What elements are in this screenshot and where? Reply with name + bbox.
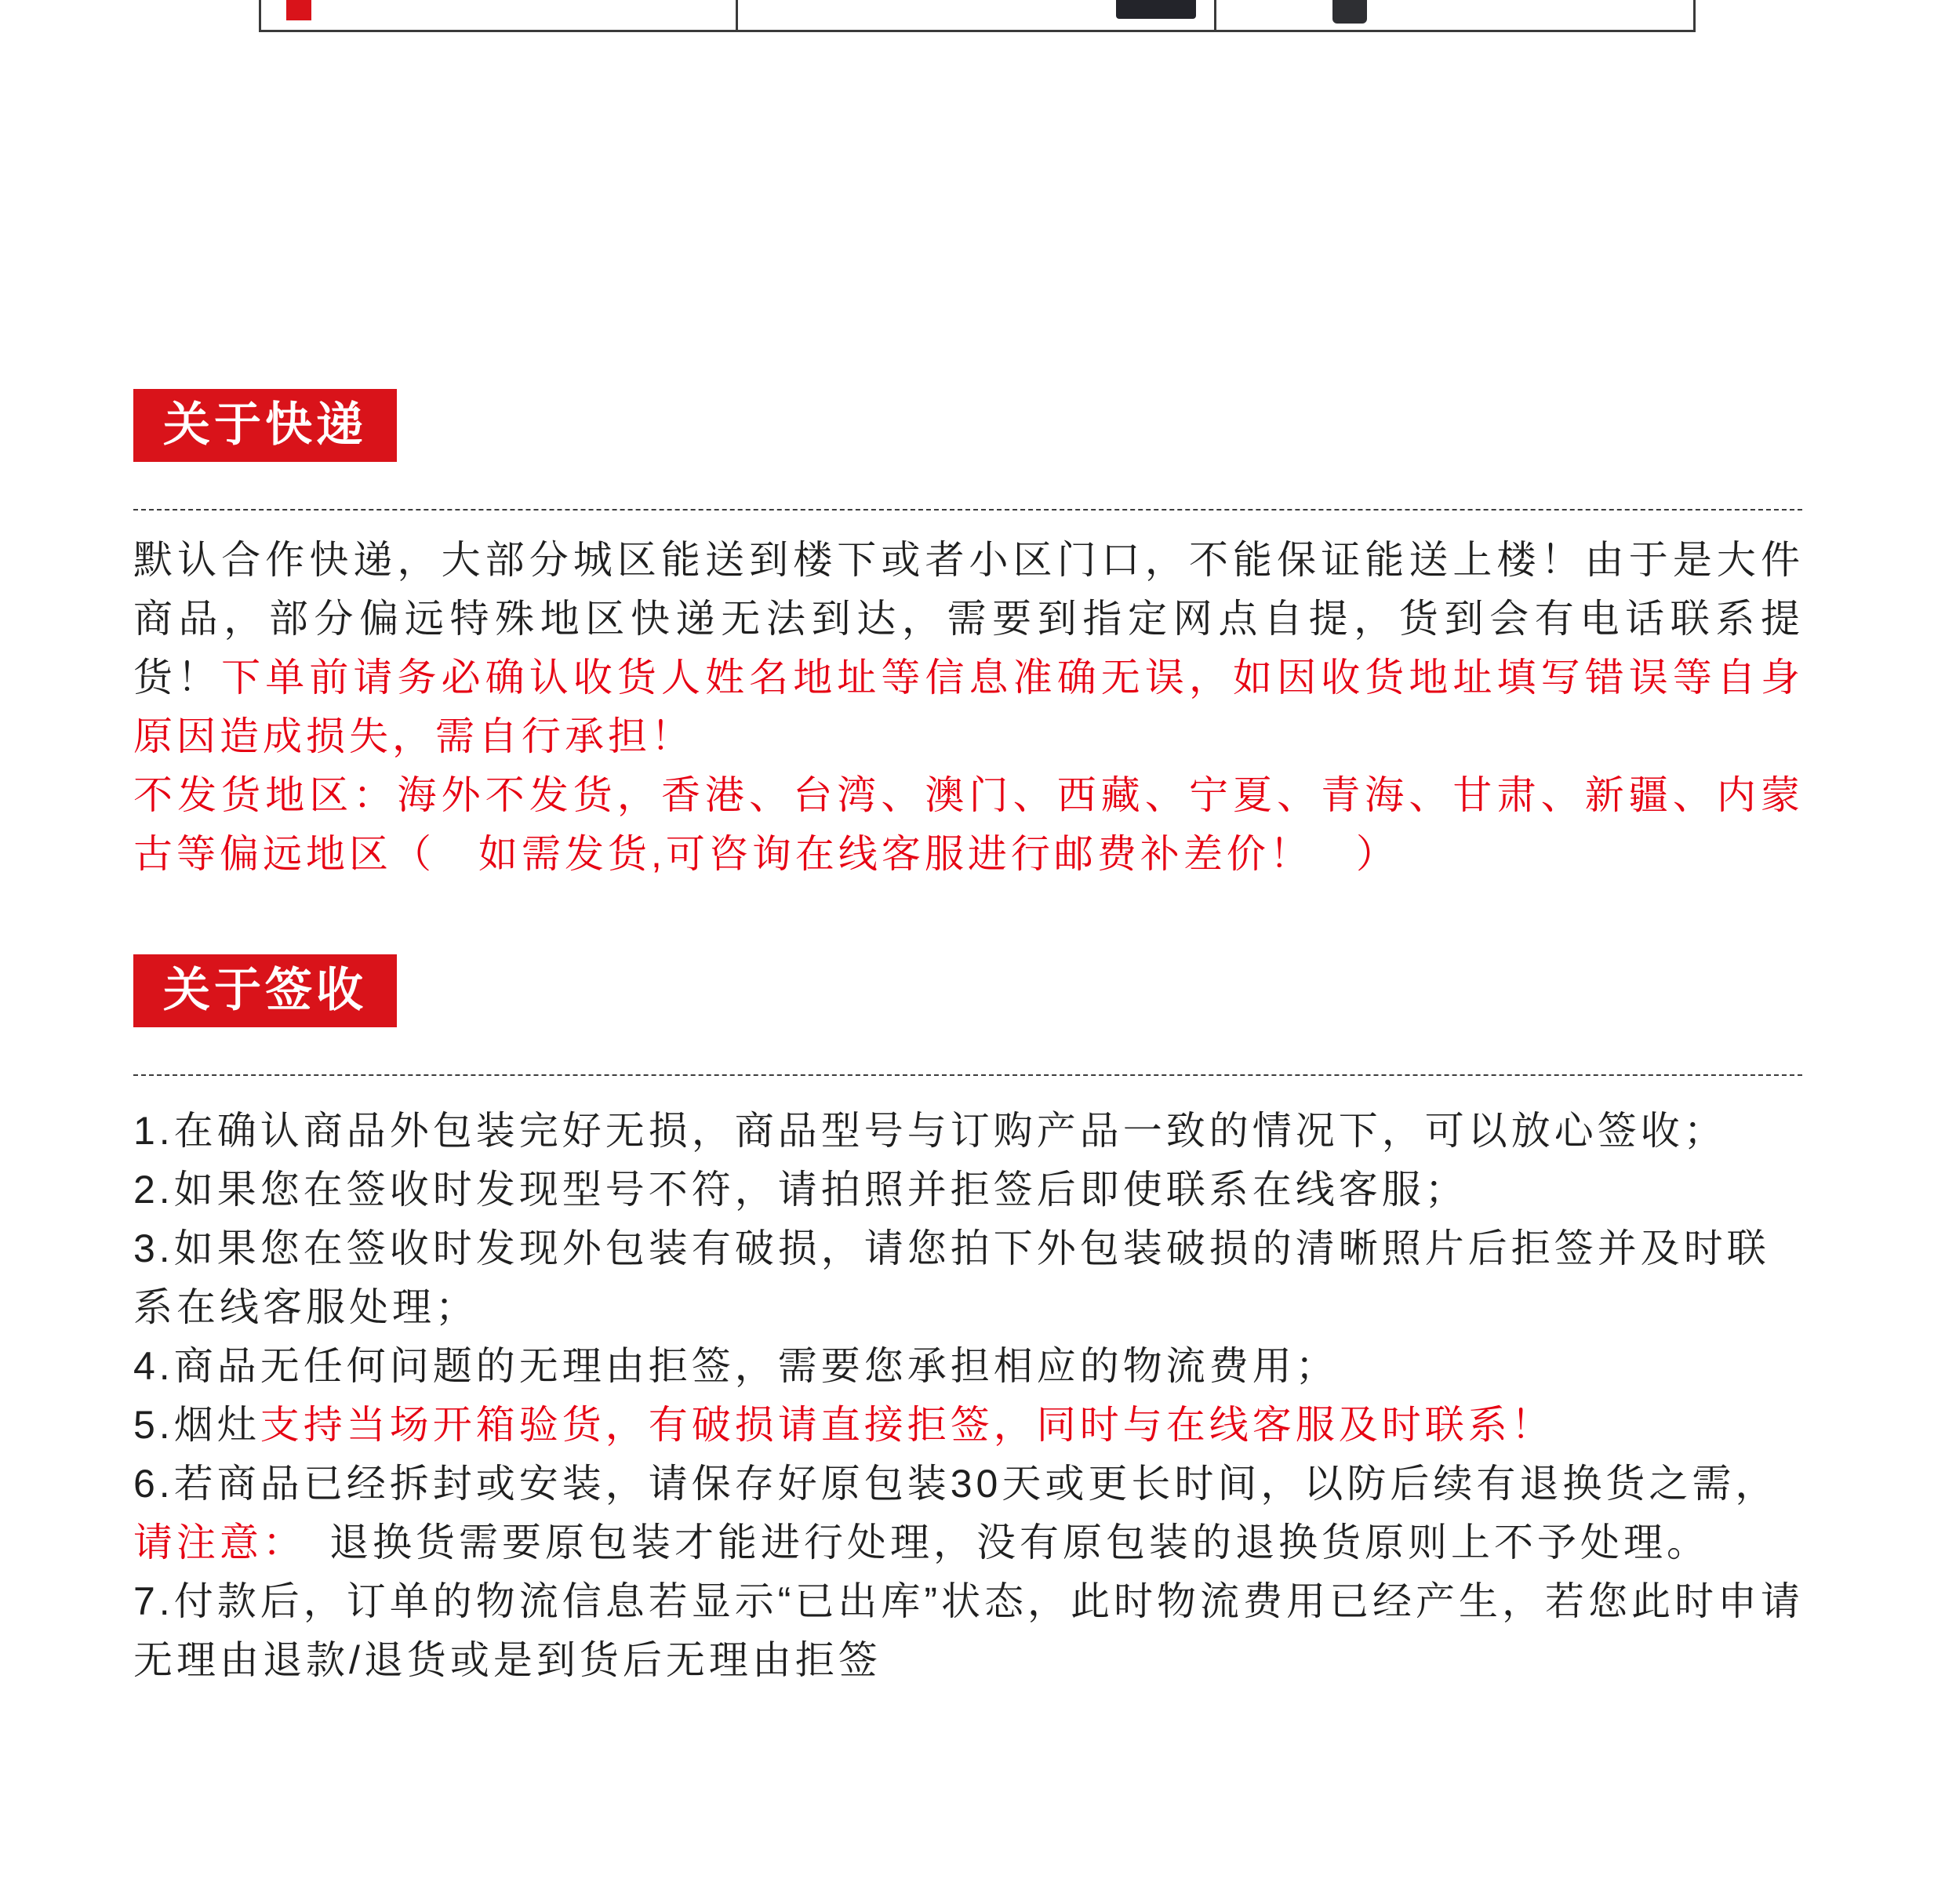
list-item xyxy=(133,1219,1804,1337)
text-segment-black: 4.商品无任何问题的无理由拒签，需要您承担相应的物流费用； xyxy=(133,1344,1339,1388)
section-banner-receiving xyxy=(133,954,397,1027)
text-segment-black: 5.烟灶 xyxy=(133,1403,260,1447)
section-banner-shipping xyxy=(133,389,397,462)
list-item xyxy=(133,1396,1804,1455)
content-column xyxy=(133,32,1804,1690)
cropped-red-mark xyxy=(286,0,311,20)
text-segment-black: 2.如果您在签收时发现型号不符，请拍照并拒签后即使联系在线客服； xyxy=(133,1168,1468,1212)
text-segment-black: 默认合作快递，大部分城区能送到楼下或者小区门口，不能保证能送上楼！由于是大件商品，部分偏远特殊地区快递无法到达，需要到指定网点自提，货到会有电话联系提货！ xyxy=(133,538,1804,699)
cropped-table-cell xyxy=(1216,0,1696,32)
text-segment-red: 不发货地区：海外不发货，香港、台湾、澳门、西藏、宁夏、青海、甘肃、新疆、内蒙古等偏远地区（ 如需发货,可咨询在线客服进行邮费补差价！ ） xyxy=(133,773,1804,876)
list-item xyxy=(133,1161,1804,1219)
dashed-divider xyxy=(133,509,1802,511)
text-segment-red: 请注意： xyxy=(133,1462,1802,1564)
cropped-dark-thumbnail xyxy=(1116,0,1196,19)
text-segment-black: 7.付款后，订单的物流信息若显示“已出库”状态，此时物流费用已经产生，若您此时申请无理由退款/退货或是到货后无理由拒签 xyxy=(133,1579,1804,1682)
section-title-receiving: 关于签收 xyxy=(163,964,367,1016)
text-segment-black: 1.在确认商品外包装完好无损，商品型号与订购产品一致的情况下，可以放心签收； xyxy=(133,1109,1727,1153)
text-segment-red: 下单前请务必确认收货人姓名地址等信息准确无误，如因收货地址填写错误等自身原因造成损失，需自行承担！ xyxy=(133,656,1805,758)
section-title-shipping: 关于快递 xyxy=(163,398,367,451)
list-item xyxy=(133,1572,1804,1690)
text-segment-black: 退换货需要原包装才能进行处理，没有原包装的退换货原则上不予处理。 xyxy=(329,1521,1710,1564)
shipping-text-block xyxy=(133,531,1804,884)
text-segment-black: 6.若商品已经拆封或安装，请保存好原包装30天或更长时间，以防后续有退换货之需， xyxy=(133,1462,1759,1506)
shipping-paragraph-2 xyxy=(133,766,1804,884)
list-item xyxy=(133,1102,1804,1161)
shipping-paragraph-1 xyxy=(133,531,1804,766)
list-item xyxy=(133,1455,1804,1572)
cropped-table-cell xyxy=(738,0,1217,32)
cropped-table-cell xyxy=(259,0,738,32)
text-segment-red: 支持当场开箱验货，有破损请直接拒签，同时与在线客服及时联系！ xyxy=(260,1403,1554,1447)
cropped-table-row xyxy=(259,0,1696,32)
cropped-dark-glyph xyxy=(1332,0,1367,24)
list-item xyxy=(133,1337,1804,1396)
dashed-divider xyxy=(133,1074,1802,1076)
receiving-list xyxy=(133,1102,1804,1690)
text-segment-black: 3.如果您在签收时发现外包装有破损，请您拍下外包装破损的清晰照片后拒签并及时联系在线客服处理； xyxy=(133,1226,1770,1329)
